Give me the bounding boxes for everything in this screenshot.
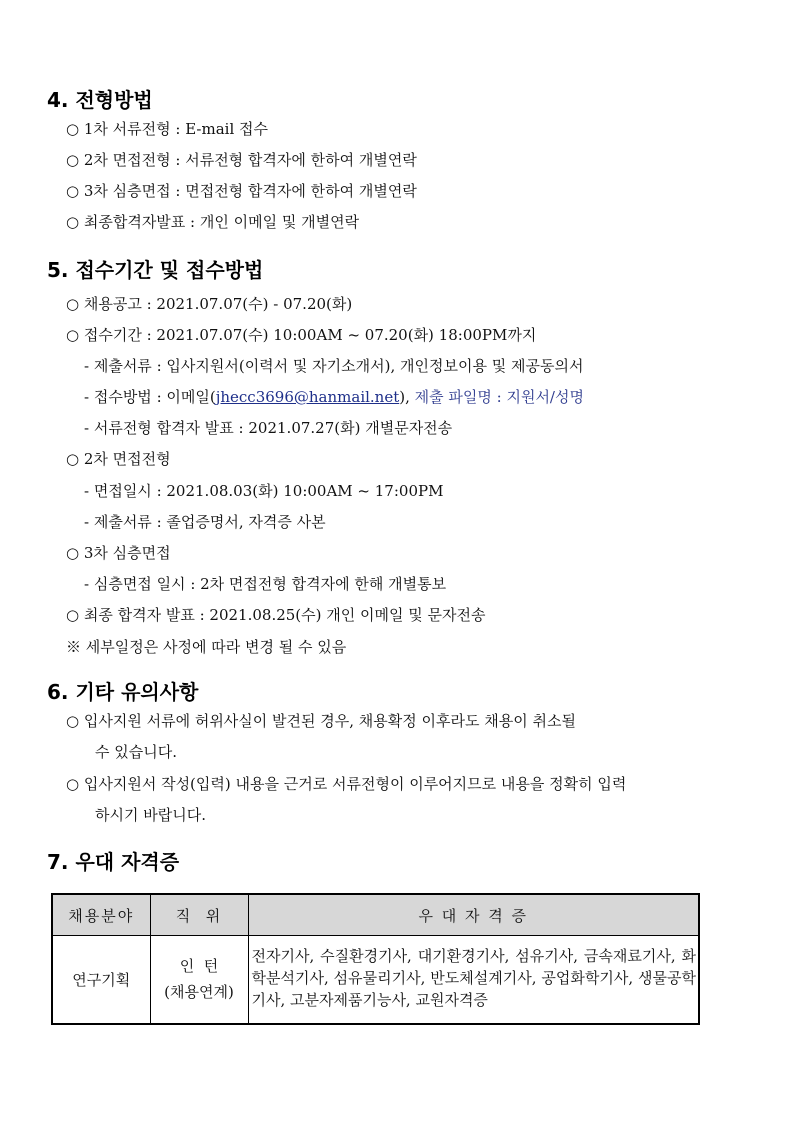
section-4-title: 4. 전형방법 bbox=[47, 88, 153, 112]
list-item: - 면접일시 : 2021.08.03(화) 10:00AM ~ 17:00PM bbox=[84, 482, 444, 500]
list-item: ○ 접수기간 : 2021.07.07(수) 10:00AM ~ 07.20(화) 18:00PM까지 bbox=[66, 326, 537, 344]
position-note: (채용연계) bbox=[164, 983, 234, 1002]
list-item: ○ 최종합격자발표 : 개인 이메일 및 개별연락 bbox=[66, 213, 360, 231]
section-6-title: 6. 기타 유의사항 bbox=[47, 680, 199, 704]
list-item: ○ 2차 면접전형 : 서류전형 합격자에 한하여 개별연락 bbox=[66, 151, 417, 169]
cell-position bbox=[150, 936, 248, 1024]
section-7-title: 7. 우대 자격증 bbox=[47, 850, 180, 874]
preferred-certificates-table bbox=[51, 893, 700, 1025]
list-item: ○ 3차 심층면접 : 면접전형 합격자에 한하여 개별연락 bbox=[66, 182, 417, 200]
application-method-line bbox=[84, 387, 584, 407]
list-item-continuation: 하시기 바랍니다. bbox=[95, 806, 206, 824]
list-item: ○ 입사지원서 작성(입력) 내용을 근거로 서류전형이 이루어지므로 내용을 정확히 입력 bbox=[66, 775, 627, 793]
section-5-title: 5. 접수기간 및 접수방법 bbox=[47, 258, 264, 282]
list-item: - 제출서류 : 졸업증명서, 자격증 사본 bbox=[84, 513, 326, 531]
table-row bbox=[52, 936, 699, 1024]
list-item: - 제출서류 : 입사지원서(이력서 및 자기소개서), 개인정보이용 및 제공동의서 bbox=[84, 357, 584, 375]
list-item: ○ 채용공고 : 2021.07.07(수) - 07.20(화) bbox=[66, 295, 353, 313]
email-link[interactable]: jhecc3696@hanmail.net bbox=[215, 388, 400, 406]
list-item: ○ 입사지원 서류에 허위사실이 발견된 경우, 채용확정 이후라도 채용이 취소될 bbox=[66, 712, 576, 730]
list-item: ○ 최종 합격자 발표 : 2021.08.25(수) 개인 이메일 및 문자전송 bbox=[66, 606, 486, 624]
table-header-row bbox=[52, 894, 699, 936]
column-header-certificates: 우 대 자 격 증 bbox=[248, 894, 699, 936]
file-name-note: 제출 파일명 : 지원서/성명 bbox=[414, 388, 584, 406]
list-item: - 서류전형 합격자 발표 : 2021.07.27(화) 개별문자전송 bbox=[84, 419, 453, 437]
column-header-position: 직 위 bbox=[150, 894, 248, 936]
cell-certificates: 전자기사, 수질환경기사, 대기환경기사, 섬유기사, 금속재료기사, 화학분석기사, 섬유물리기사, 반도체설계기사, 공업화학기사, 생물공학기사, 고분자제품기능사, 교원자격증 bbox=[248, 936, 699, 1024]
application-method-prefix: - 접수방법 : 이메일( bbox=[84, 388, 216, 406]
list-item: ※ 세부일정은 사정에 따라 변경 될 수 있음 bbox=[66, 638, 347, 656]
cell-field: 연구기획 bbox=[52, 936, 150, 1024]
list-item: ○ 1차 서류전형 : E-mail 접수 bbox=[66, 120, 269, 138]
application-method-suffix: ), bbox=[399, 388, 410, 406]
list-item: ○ 3차 심층면접 bbox=[66, 544, 171, 562]
list-item-continuation: 수 있습니다. bbox=[95, 743, 177, 761]
column-header-field: 채용분야 bbox=[52, 894, 150, 936]
list-item: - 심층면접 일시 : 2차 면접전형 합격자에 한해 개별통보 bbox=[84, 575, 447, 593]
position-title: 인 턴 bbox=[179, 957, 219, 976]
list-item: ○ 2차 면접전형 bbox=[66, 450, 171, 468]
